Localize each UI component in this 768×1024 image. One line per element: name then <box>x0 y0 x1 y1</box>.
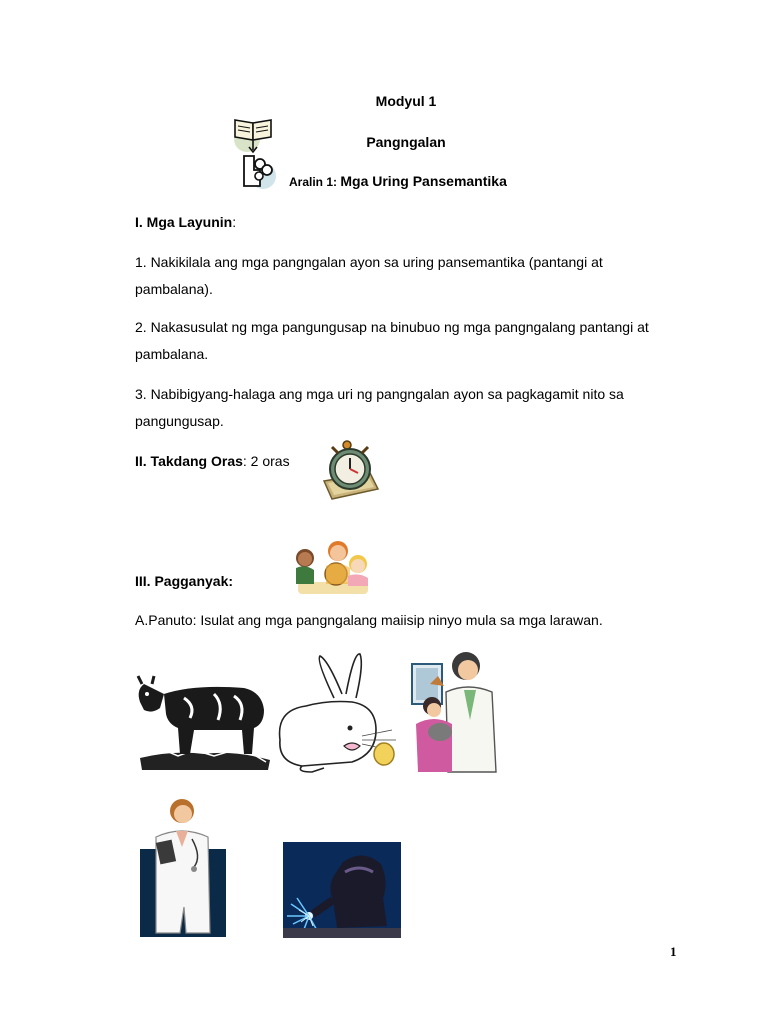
cow-image <box>134 670 274 774</box>
instruction-text: A.Panuto: Isulat ang mga pangngalang maiisip ninyo mula sa mga larawan. <box>135 612 603 628</box>
book-icon <box>230 114 282 192</box>
doctor-image <box>138 797 228 939</box>
lesson-prefix: Aralin 1: <box>289 175 341 189</box>
objective-item: 2. Nakasusulat ng mga pangungusap na binubuo ng mga pangngalang pantangi at pambalana. <box>135 319 649 362</box>
lesson-name: Mga Uring Pansemantika <box>340 173 507 189</box>
rabbit-image <box>272 650 408 774</box>
clock-icon <box>320 437 382 503</box>
objective-item: 3. Nabibigyang-halaga ang mga uri ng pangngalan ayon sa pagkagamit nito sa pangungusap. <box>135 386 624 429</box>
welder-image <box>283 842 401 938</box>
page-number: 1 <box>670 944 677 959</box>
module-title: Modyul 1 <box>375 93 437 109</box>
objectives-heading-text: I. Mga Layunin <box>135 214 233 230</box>
time-heading: II. Takdang Oras <box>135 453 243 469</box>
objectives-heading-colon: : <box>232 214 237 230</box>
veterinarian-image <box>408 650 500 774</box>
objective-item: 1. Nakikilala ang mga pangngalan ayon sa uring pansemantika (pantangi at pambalana). <box>135 254 603 297</box>
objectives-heading <box>135 214 236 230</box>
time-value: : 2 oras <box>242 453 290 469</box>
time-line <box>135 453 290 469</box>
lesson-title <box>289 173 507 189</box>
motivation-heading: III. Pagganyak: <box>135 573 234 589</box>
kids-icon <box>290 538 374 596</box>
subject-title: Pangngalan <box>366 134 446 150</box>
